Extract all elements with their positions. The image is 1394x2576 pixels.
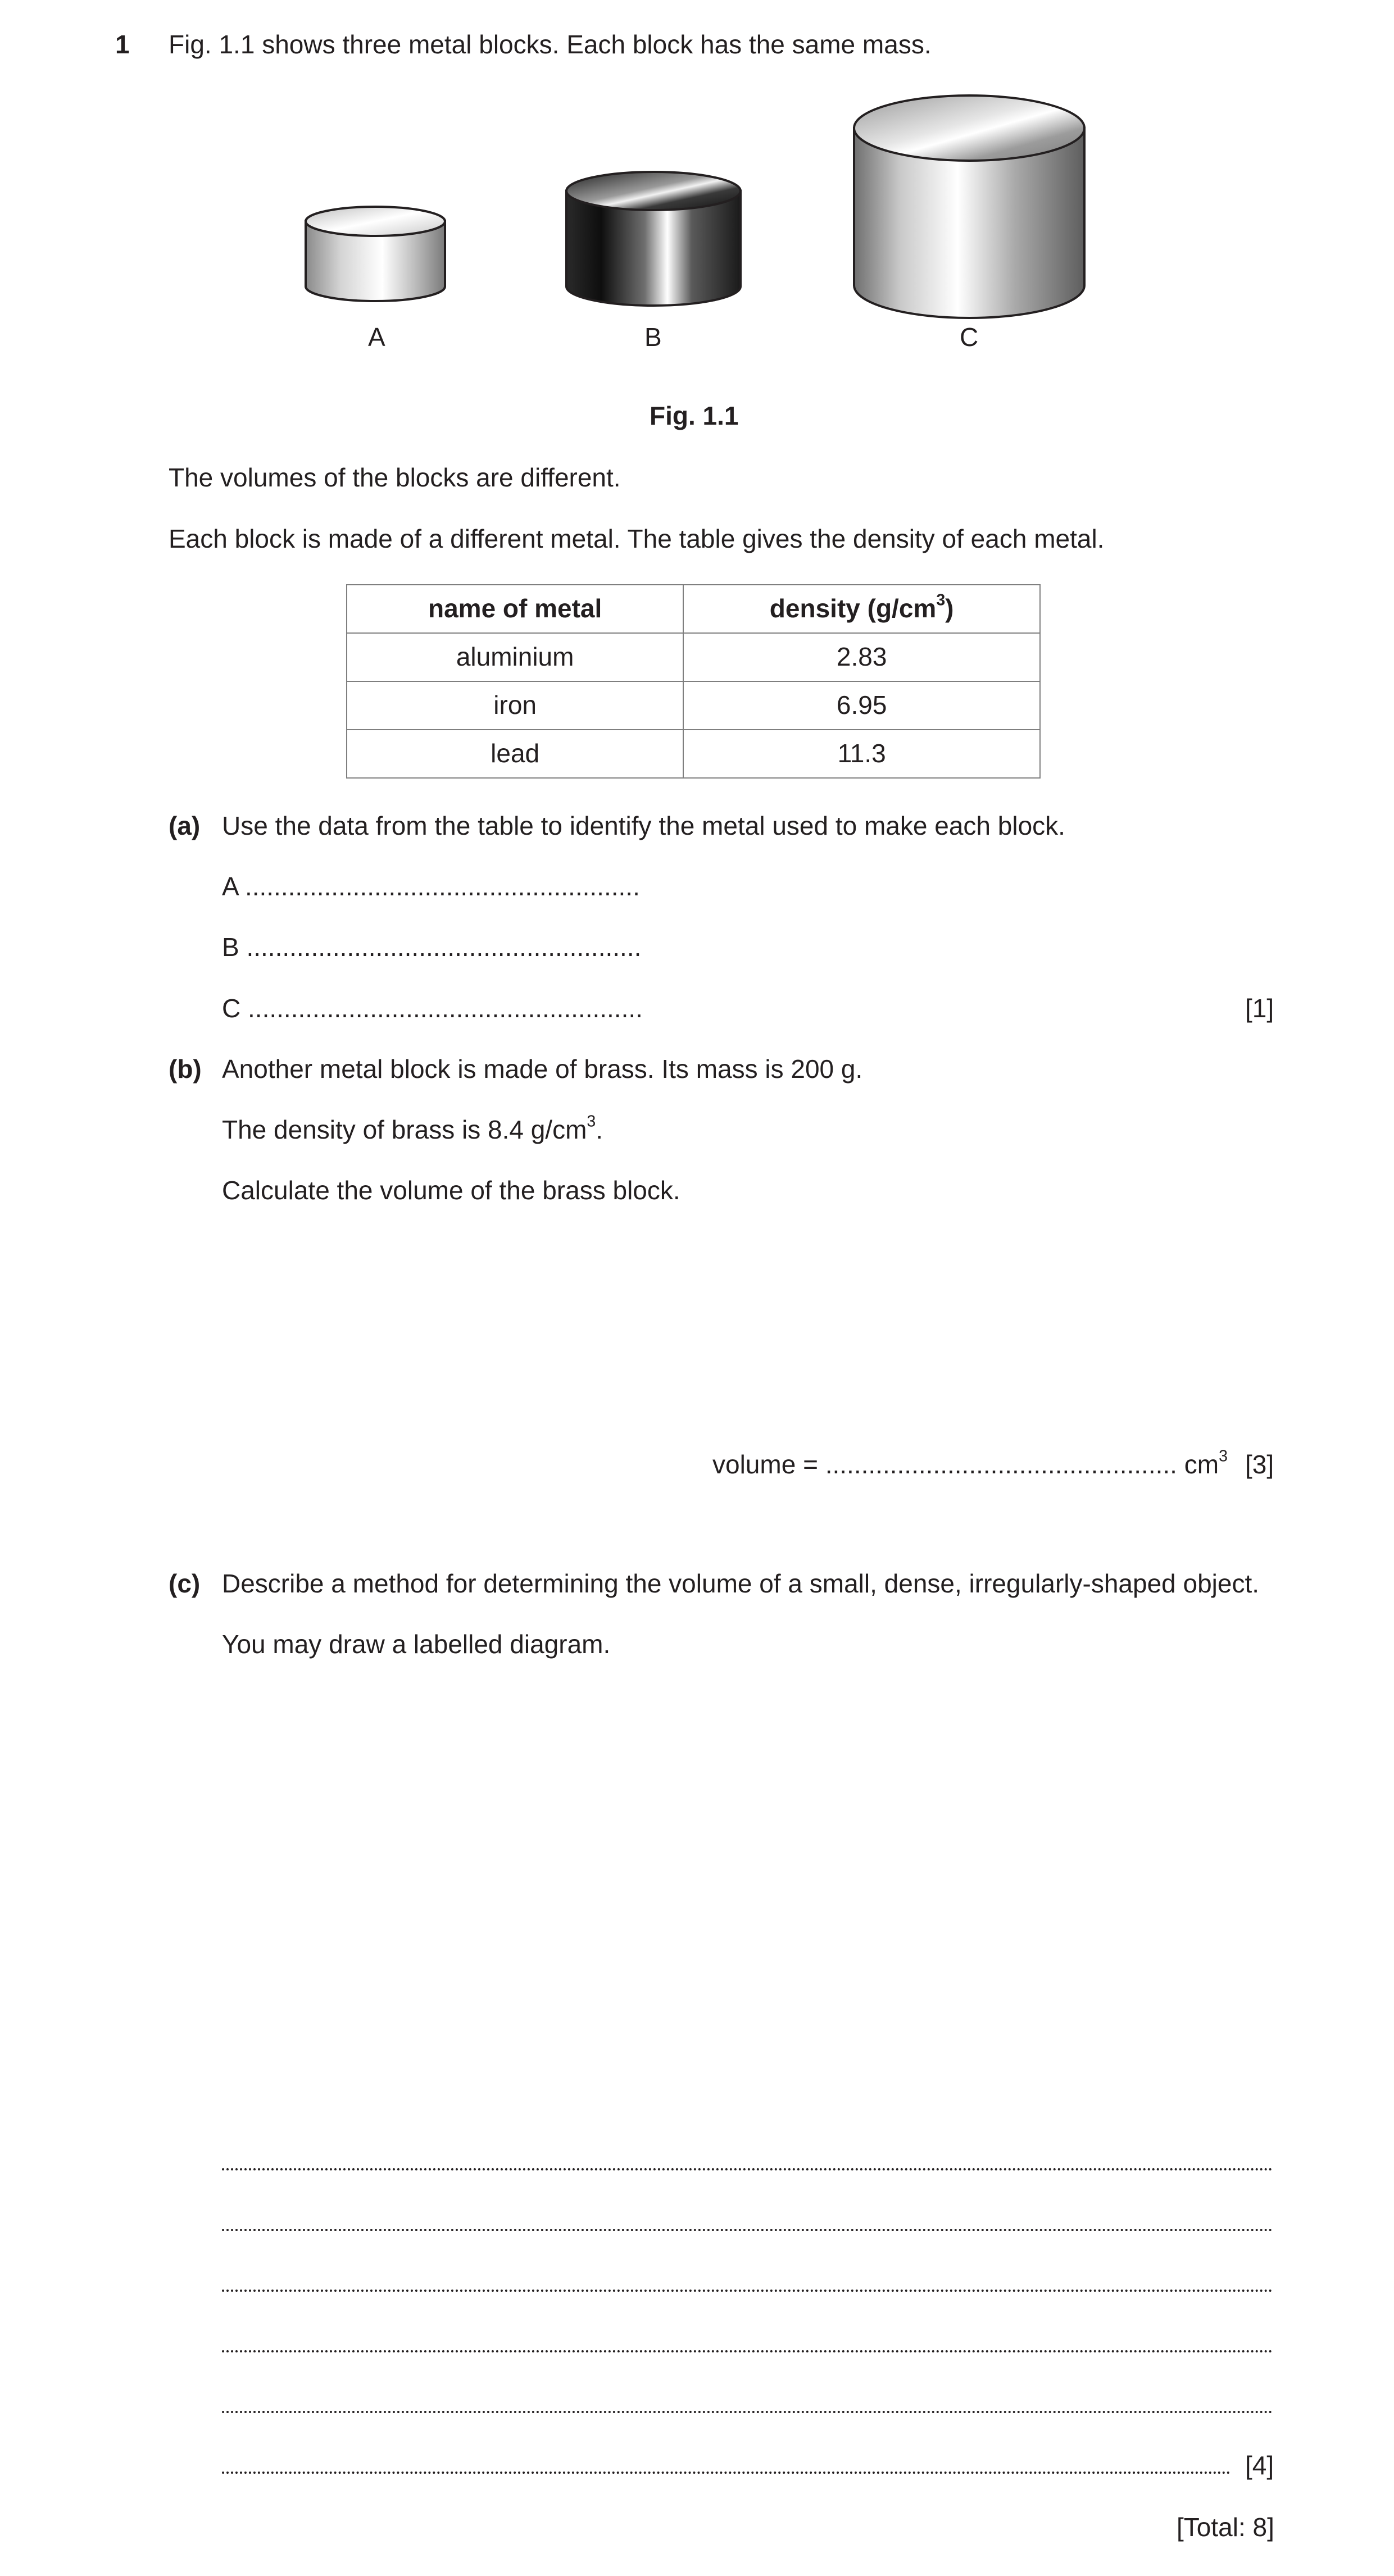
density-table xyxy=(346,584,1041,779)
header-name-of-metal: name of metal xyxy=(347,585,683,633)
density-value-cell: 11.3 xyxy=(683,730,1040,778)
answer-c-letter: C xyxy=(222,994,241,1023)
question-intro: Fig. 1.1 shows three metal blocks. Each block has the same mass. xyxy=(169,30,932,59)
answer-a-field[interactable] xyxy=(222,871,640,902)
metal-blocks-figure xyxy=(292,84,1135,359)
answer-a-dots: ....................................................... xyxy=(244,872,640,901)
part-a-text: Use the data from the table to identify the metal used to make each block. xyxy=(222,811,1065,840)
total-marks: [Total: 8] xyxy=(1177,2513,1274,2542)
table-row xyxy=(347,633,1040,681)
part-b-line3: Calculate the volume of the brass block. xyxy=(222,1176,680,1205)
block-b-label: B xyxy=(644,322,662,352)
answer-line[interactable] xyxy=(222,2290,1273,2292)
part-b-label: (b) xyxy=(169,1054,202,1084)
question-number: 1 xyxy=(115,30,130,59)
answer-b-letter: B xyxy=(222,932,239,962)
volume-answer-field[interactable] xyxy=(712,1449,1228,1480)
part-b-line2: The density of brass is 8.4 $g/cm^3$. xyxy=(222,1112,603,1144)
answer-a-letter: A xyxy=(222,872,238,901)
answer-line[interactable] xyxy=(222,2168,1273,2170)
volume-answer-label: volume = xyxy=(712,1450,825,1479)
metal-name-cell: aluminium xyxy=(347,633,683,681)
figure-caption: Fig. 1.1 xyxy=(650,401,739,430)
part-b-line1: Another metal block is made of brass. Its mass is 200 g. xyxy=(222,1054,863,1084)
answer-b-field[interactable] xyxy=(222,932,641,963)
table-row xyxy=(347,730,1040,778)
answer-line[interactable] xyxy=(222,2229,1273,2231)
table-header-row xyxy=(347,585,1040,633)
part-a-marks: [1] xyxy=(1245,994,1274,1023)
header-density: density $(g/cm^3)$ xyxy=(683,585,1040,633)
part-a-label: (a) xyxy=(169,811,201,840)
table-row xyxy=(347,681,1040,730)
answer-b-dots: ....................................................... xyxy=(246,932,642,962)
volume-answer-dots: ................................................. xyxy=(825,1450,1177,1479)
part-c-line1: Describe a method for determining the volume of a small, dense, irregularly-shaped object. xyxy=(222,1569,1260,1598)
volumes-text: The volumes of the blocks are different. xyxy=(169,463,621,492)
answer-c-dots: ....................................................... xyxy=(248,994,643,1023)
part-b-marks: [3] xyxy=(1245,1450,1274,1479)
block-c xyxy=(854,95,1084,318)
part-c-marks: [4] xyxy=(1245,2451,1274,2480)
answer-line[interactable] xyxy=(222,2350,1273,2352)
answer-c-field[interactable] xyxy=(222,993,643,1024)
block-a xyxy=(306,207,445,301)
metal-name-cell: iron xyxy=(347,681,683,730)
volume-unit: $cm^3$ xyxy=(1184,1447,1228,1479)
block-b xyxy=(566,172,741,306)
answer-line[interactable] xyxy=(222,2472,1230,2474)
density-value-cell: 2.83 xyxy=(683,633,1040,681)
answer-line[interactable] xyxy=(222,2411,1273,2413)
block-a-label: A xyxy=(368,322,385,352)
part-c-label: (c) xyxy=(169,1569,201,1598)
metal-name-cell: lead xyxy=(347,730,683,778)
table-intro-text: Each block is made of a different metal. The table gives the density of each metal. xyxy=(169,524,1105,553)
density-value-cell: 6.95 xyxy=(683,681,1040,730)
part-c-line2: You may draw a labelled diagram. xyxy=(222,1630,611,1659)
block-c-label: C xyxy=(960,322,979,352)
